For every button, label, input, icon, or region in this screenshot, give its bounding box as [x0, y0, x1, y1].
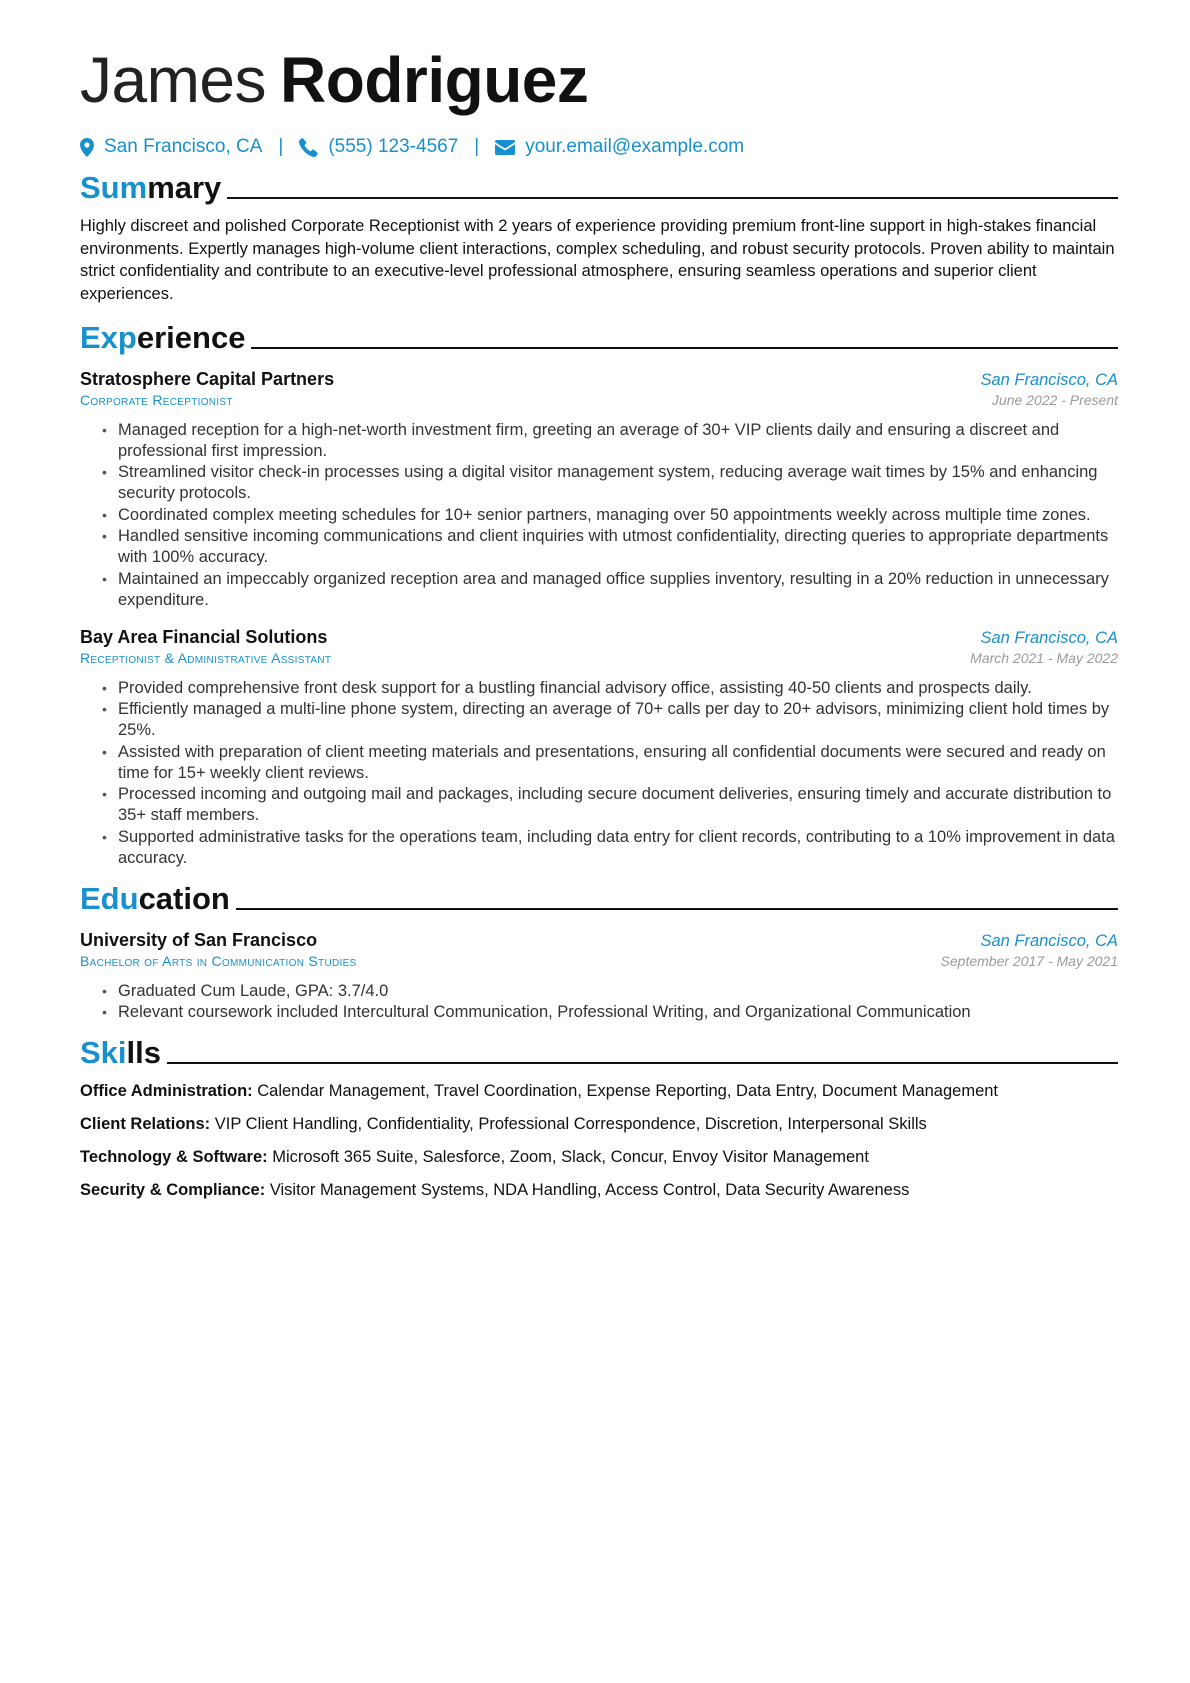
- skills-list: [80, 1080, 1118, 1201]
- contact-email[interactable]: [495, 136, 744, 158]
- envelope-icon: [495, 140, 515, 155]
- list-item: • Efficiently managed a multi-line phone system, directing an average of 70+ calls per day to 20+ advisors, minimizing client hold times by 25%.: [118, 699, 1118, 741]
- list-item: • Provided comprehensive front desk support for a bustling financial advisory office, assisting 40-50 clients and prospects daily.: [118, 678, 1118, 699]
- entry-dates: September 2017 - May 2021: [940, 952, 1118, 969]
- skill-category: Security & Compliance:: [80, 1181, 266, 1199]
- skill-values: VIP Client Handling, Confidentiality, Professional Correspondence, Discretion, Interpersonal Skills: [214, 1115, 927, 1133]
- map-marker-icon: [80, 138, 94, 157]
- list-item: • Assisted with preparation of client meeting materials and presentations, ensuring all confidential documents were secured and ready on time for 15+ weekly client reviews.: [118, 742, 1118, 784]
- email-text: your.email@example.com: [525, 136, 745, 157]
- bullet-list: [80, 678, 1118, 869]
- phone-icon: [299, 138, 318, 157]
- skills-heading: [80, 1037, 1118, 1068]
- job-title: Receptionist & Administrative Assistant: [80, 649, 332, 666]
- section-rule: [236, 908, 1118, 910]
- skill-row: [80, 1113, 1118, 1135]
- entry-location: San Francisco, CA: [980, 628, 1118, 647]
- skill-values: Microsoft 365 Suite, Salesforce, Zoom, Slack, Concur, Envoy Visitor Management: [272, 1148, 869, 1166]
- last-name: Rodriguez: [280, 44, 589, 116]
- contact-separator: |: [474, 136, 480, 157]
- section-title: Skills: [80, 1035, 161, 1070]
- list-item: • Coordinated complex meeting schedules for 10+ senior partners, managing over 50 appointments weekly across multiple time zones.: [118, 505, 1118, 526]
- list-item: • Graduated Cum Laude, GPA: 3.7/4.0: [118, 981, 1118, 1002]
- school-name: University of San Francisco: [80, 929, 318, 950]
- experience-entry: [80, 627, 1118, 869]
- experience-heading: [80, 319, 1118, 355]
- list-item: • Streamlined visitor check-in processes using a digital visitor management system, reducing average wait times by 15% and enhancing security protocols.: [118, 462, 1118, 504]
- section-rule: [227, 197, 1118, 199]
- education-heading: [80, 880, 1118, 916]
- skill-values: Calendar Management, Travel Coordination, Expense Reporting, Data Entry, Document Management: [257, 1082, 999, 1100]
- skill-row: [80, 1146, 1118, 1168]
- summary-heading: [80, 172, 1118, 203]
- section-rule: [251, 347, 1118, 349]
- list-item: • Relevant coursework included Intercultural Communication, Professional Writing, and Organizational Communication: [118, 1002, 1118, 1023]
- list-item: • Supported administrative tasks for the operations team, including data entry for client records, contributing to a 10% improvement in data accuracy.: [118, 827, 1118, 869]
- section-title: Experience: [80, 319, 246, 355]
- skill-category: Technology & Software:: [80, 1148, 268, 1166]
- section-title: Summary: [80, 170, 222, 205]
- skill-category: Office Administration:: [80, 1082, 253, 1100]
- contact-separator: |: [278, 136, 284, 157]
- location-text: San Francisco, CA: [104, 136, 263, 157]
- bullet-list: [80, 420, 1118, 611]
- list-item: • Maintained an impeccably organized reception area and managed office supplies inventory, resulting in a 20% reduction in unnecessary expenditure.: [118, 569, 1118, 611]
- degree-title: Bachelor of Arts in Communication Studies: [80, 952, 357, 969]
- section-rule: [167, 1062, 1118, 1064]
- entry-location: San Francisco, CA: [980, 370, 1118, 389]
- entry-location: San Francisco, CA: [980, 931, 1118, 950]
- job-title: Corporate Receptionist: [80, 391, 233, 408]
- list-item: • Processed incoming and outgoing mail and packages, including secure document deliveries, ensuring timely and accurate distribution to 35+ staff members.: [118, 784, 1118, 826]
- list-item: • Handled sensitive incoming communications and client inquiries with utmost confidentiality, directing queries to appropriate departments with 100% accuracy.: [118, 526, 1118, 568]
- section-title: Education: [80, 880, 230, 916]
- skill-row: [80, 1080, 1118, 1102]
- contact-phone[interactable]: [299, 136, 458, 158]
- skill-row: [80, 1179, 1118, 1201]
- employer-name: Bay Area Financial Solutions: [80, 626, 328, 647]
- contact-location: [80, 136, 262, 158]
- bullet-list: [80, 981, 1118, 1024]
- summary-text: Highly discreet and polished Corporate Receptionist with 2 years of experience providing premium front-line support in high-stakes financial environments. Expertly manages high-volume client interactions, complex scheduling, and robust security protocols. Proven ability to maintain strict confidentiality and contribute to an executive-level professional atmosphere, ensuring seamless operations and superior client experiences.: [80, 217, 1115, 303]
- education-entry: [80, 930, 1118, 1024]
- experience-entry: [80, 369, 1118, 611]
- entry-dates: June 2022 - Present: [991, 391, 1118, 408]
- list-item: • Managed reception for a high-net-worth investment firm, greeting an average of 30+ VIP clients daily and ensuring a discreet and professional first impression.: [118, 420, 1118, 462]
- employer-name: Stratosphere Capital Partners: [80, 368, 335, 389]
- phone-text: (555) 123-4567: [328, 136, 459, 157]
- candidate-name: [80, 44, 1118, 116]
- entry-dates: March 2021 - May 2022: [970, 649, 1118, 666]
- skill-category: Client Relations:: [80, 1115, 211, 1133]
- skill-values: Visitor Management Systems, NDA Handling, Access Control, Data Security Awareness: [269, 1181, 910, 1199]
- contact-bar: [80, 136, 1118, 158]
- first-name: James: [80, 44, 266, 116]
